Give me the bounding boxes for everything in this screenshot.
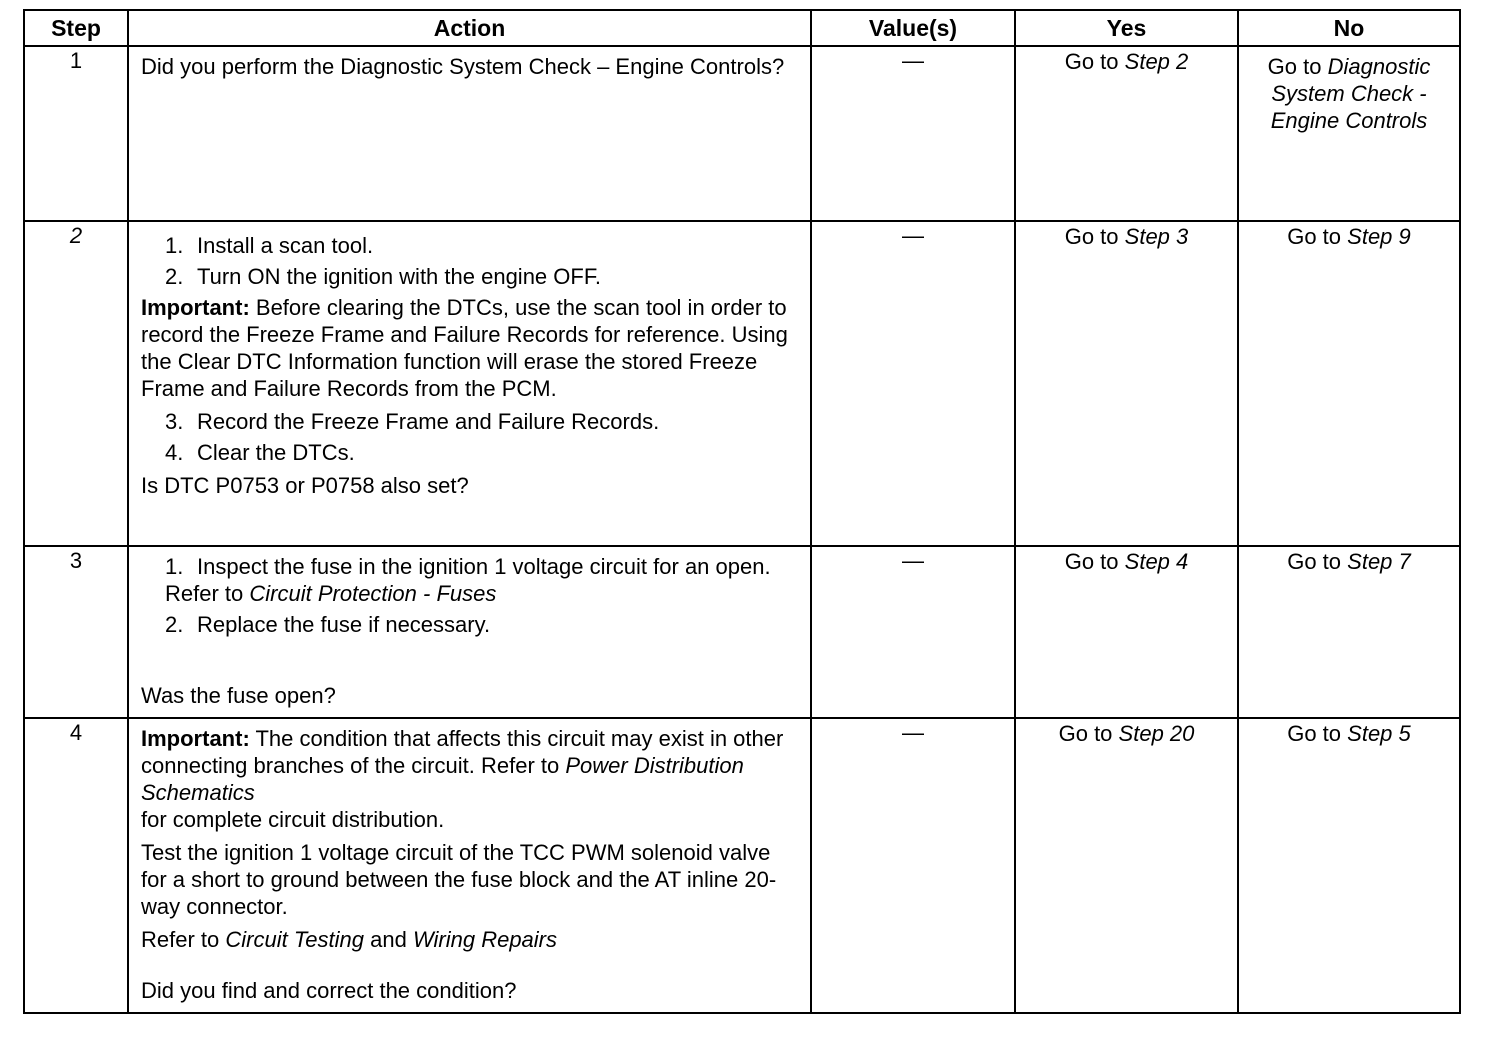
table-row-step-4 — [24, 718, 1460, 1013]
yes-prefix: Go to — [1058, 721, 1113, 746]
yes-link[interactable]: Step 2 — [1124, 49, 1189, 74]
item-text: Clear the DTCs. — [197, 440, 355, 465]
yes-prefix: Go to — [1064, 49, 1119, 74]
header-row — [24, 10, 1460, 46]
important-label: Important: — [141, 726, 250, 751]
important-note — [141, 725, 800, 833]
value-cell: — — [811, 221, 1015, 546]
header-action: Action — [128, 10, 811, 46]
header-no: No — [1238, 10, 1460, 46]
important-text: Before clearing the DTCs, use the scan tool in order to record the Freeze Frame and Failure Records for reference. Using the Clear DTC Information function will erase the stored Freeze Frame and Failure Records from the PCM. — [141, 295, 788, 401]
action-cell — [128, 46, 811, 221]
action-text: Did you perform the Diagnostic System Check – Engine Controls? — [141, 54, 785, 79]
step-number: 4 — [24, 718, 128, 1013]
item-number: 2. — [165, 612, 184, 637]
item-number: 3. — [165, 409, 184, 434]
step-number: 3 — [24, 546, 128, 718]
no-cell — [1238, 718, 1460, 1013]
question-text: Was the fuse open? — [141, 683, 336, 708]
refer-line — [141, 926, 800, 953]
yes-link[interactable]: Step 4 — [1124, 549, 1189, 574]
yes-link[interactable]: Step 20 — [1118, 721, 1195, 746]
yes-cell — [1015, 221, 1238, 546]
refer-and: and — [370, 927, 407, 952]
important-label: Important: — [141, 295, 250, 320]
no-prefix: Go to — [1287, 721, 1342, 746]
yes-cell — [1015, 46, 1238, 221]
diagnostic-table — [23, 9, 1461, 1014]
no-link[interactable]: Step 5 — [1347, 721, 1411, 746]
circuit-testing-link[interactable]: Circuit Testing — [225, 927, 364, 952]
list-item — [141, 439, 800, 466]
wiring-repairs-link[interactable]: Wiring Repairs — [412, 927, 558, 952]
action-cell — [128, 546, 811, 718]
table-row-step-1 — [24, 46, 1460, 221]
value-cell: — — [811, 718, 1015, 1013]
item-text: Inspect the fuse in the ignition 1 voltage circuit for an open. Refer to — [165, 554, 771, 606]
list-item — [141, 232, 800, 259]
important-note — [141, 294, 800, 402]
header-step: Step — [24, 10, 128, 46]
table-row-step-3 — [24, 546, 1460, 718]
important-tail: for complete circuit distribution. — [141, 807, 445, 832]
header-yes: Yes — [1015, 10, 1238, 46]
value-cell: — — [811, 546, 1015, 718]
action-cell — [128, 718, 811, 1013]
question-text: Did you find and correct the condition? — [141, 978, 517, 1003]
action-cell — [128, 221, 811, 546]
header-values: Value(s) — [811, 10, 1015, 46]
no-prefix: Go to — [1287, 224, 1342, 249]
item-text: Record the Freeze Frame and Failure Records. — [197, 409, 660, 434]
item-number: 2. — [165, 264, 184, 289]
no-prefix: Go to — [1267, 54, 1322, 79]
table-row-step-2 — [24, 221, 1460, 546]
yes-prefix: Go to — [1064, 224, 1119, 249]
list-item — [141, 263, 800, 290]
circuit-protection-link[interactable]: Circuit Protection - Fuses — [249, 581, 497, 606]
no-cell — [1238, 221, 1460, 546]
item-text: Install a scan tool. — [197, 233, 374, 258]
list-item — [141, 553, 800, 607]
yes-cell — [1015, 546, 1238, 718]
list-item — [141, 611, 800, 638]
test-instruction: Test the ignition 1 voltage circuit of the TCC PWM solenoid valve for a short to ground between the fuse block and the AT inline 20-way connector. — [141, 840, 777, 919]
yes-prefix: Go to — [1064, 549, 1119, 574]
no-prefix: Go to — [1287, 549, 1342, 574]
value-cell: — — [811, 46, 1015, 221]
question-text: Is DTC P0753 or P0758 also set? — [141, 473, 469, 498]
list-item — [141, 408, 800, 435]
important-text: The condition that affects this circuit may exist in other connecting branches of the circuit. Refer to — [141, 726, 784, 778]
item-number: 1. — [165, 233, 184, 258]
step-number-text: 2 — [69, 223, 83, 248]
no-link[interactable]: Diagnostic System Check - Engine Controls — [1270, 54, 1431, 133]
power-distribution-link[interactable]: Power Distribution Schematics — [141, 753, 744, 805]
item-text: Replace the fuse if necessary. — [197, 612, 491, 637]
item-number: 1. — [165, 554, 184, 579]
yes-link[interactable]: Step 3 — [1124, 224, 1189, 249]
no-cell — [1238, 546, 1460, 718]
step-number — [24, 221, 128, 546]
step-number: 1 — [24, 46, 128, 221]
refer-prefix: Refer to — [141, 927, 220, 952]
no-link[interactable]: Step 9 — [1347, 224, 1411, 249]
yes-cell — [1015, 718, 1238, 1013]
no-cell — [1238, 46, 1460, 221]
item-number: 4. — [165, 440, 184, 465]
no-link[interactable]: Step 7 — [1347, 549, 1411, 574]
item-text: Turn ON the ignition with the engine OFF. — [197, 264, 601, 289]
